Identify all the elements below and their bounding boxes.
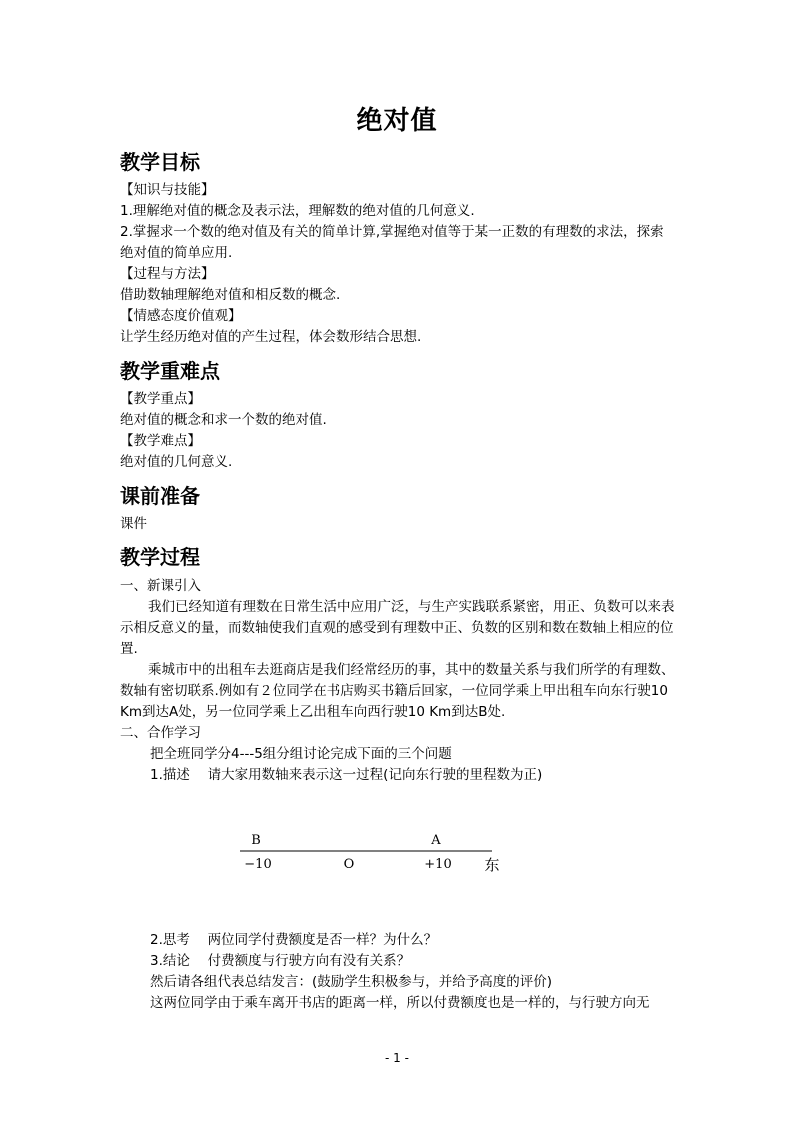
tick-label-origin: O bbox=[343, 857, 355, 872]
tick-label-negative-ten: −10 bbox=[244, 857, 272, 872]
part1-label: 一、新课引入 bbox=[120, 578, 201, 594]
knowledge-label: 【知识与技能】 bbox=[120, 182, 215, 198]
heading-key-points: 教学重难点 bbox=[120, 359, 220, 383]
point-b-label: B bbox=[251, 833, 261, 848]
page-number: - 1 - bbox=[385, 1051, 409, 1065]
heading-objectives: 教学目标 bbox=[120, 150, 200, 174]
difficulty-label: 【教学难点】 bbox=[120, 433, 201, 449]
page-title: 绝对值 bbox=[356, 106, 438, 136]
heading-process: 教学过程 bbox=[120, 545, 200, 569]
summary-instruction: 然后请各组代表总结发言：(鼓励学生积极参与，并给予高度的评价) bbox=[150, 974, 553, 990]
question-1: 1.描述 请大家用数轴来表示这一过程(记向东行驶的里程数为正) bbox=[150, 767, 543, 783]
direction-east-label: 东 bbox=[484, 856, 500, 874]
process-label: 【过程与方法】 bbox=[120, 266, 215, 282]
focus-text: 绝对值的概念和求一个数的绝对值. bbox=[120, 412, 327, 428]
number-line-figure bbox=[236, 826, 516, 878]
conclusion-text: 这两位同学由于乘车离开书店的距离一样，所以付费额度也是一样的，与行驶方向无 bbox=[150, 995, 650, 1011]
difficulty-text: 绝对值的几何意义. bbox=[120, 454, 233, 470]
knowledge-item-2: 2.掌握求一个数的绝对值及有关的简单计算,掌握绝对值等于某一正数的有理数的求法，探索绝对值的简单应用. bbox=[120, 224, 664, 261]
preparation-text: 课件 bbox=[120, 516, 147, 532]
part2-label: 二、合作学习 bbox=[120, 725, 201, 741]
question-3: 3.结论 付费额度与行驶方向有没有关系？ bbox=[150, 953, 411, 969]
attitude-text: 让学生经历绝对值的产生过程，体会数形结合思想. bbox=[120, 329, 422, 345]
heading-preparation: 课前准备 bbox=[120, 484, 200, 508]
part1-paragraph-2: 乘城市中的出租车去逛商店是我们经常经历的事，其中的数量关系与我们所学的有理数、数轴有密切联系.例如有２位同学在书店购买书籍后回家，一位同学乘上甲出租车向东行驶10 Km到达A处，另一位同学乘上乙出租车向西行驶10 Km到达B处. bbox=[120, 662, 675, 720]
part2-intro: 把全班同学分4---5组分组讨论完成下面的三个问题 bbox=[150, 746, 452, 762]
part1-paragraph-1: 我们已经知道有理数在日常生活中应用广泛，与生产实践联系紧密，用正、负数可以来表示相反意义的量，而数轴使我们直观的感受到有理数中正、负数的区别和数在数轴上相应的位置. bbox=[120, 599, 675, 657]
process-text: 借助数轴理解绝对值和相反数的概念. bbox=[120, 287, 341, 303]
point-a-label: A bbox=[431, 833, 441, 848]
knowledge-item-1: 1.理解绝对值的概念及表示法，理解数的绝对值的几何意义. bbox=[120, 203, 475, 219]
question-2: 2.思考 两位同学付费额度是否一样？为什么？ bbox=[150, 932, 438, 948]
tick-label-positive-ten: +10 bbox=[424, 857, 452, 872]
focus-label: 【教学重点】 bbox=[120, 391, 201, 407]
attitude-label: 【情感态度价值观】 bbox=[120, 308, 242, 324]
